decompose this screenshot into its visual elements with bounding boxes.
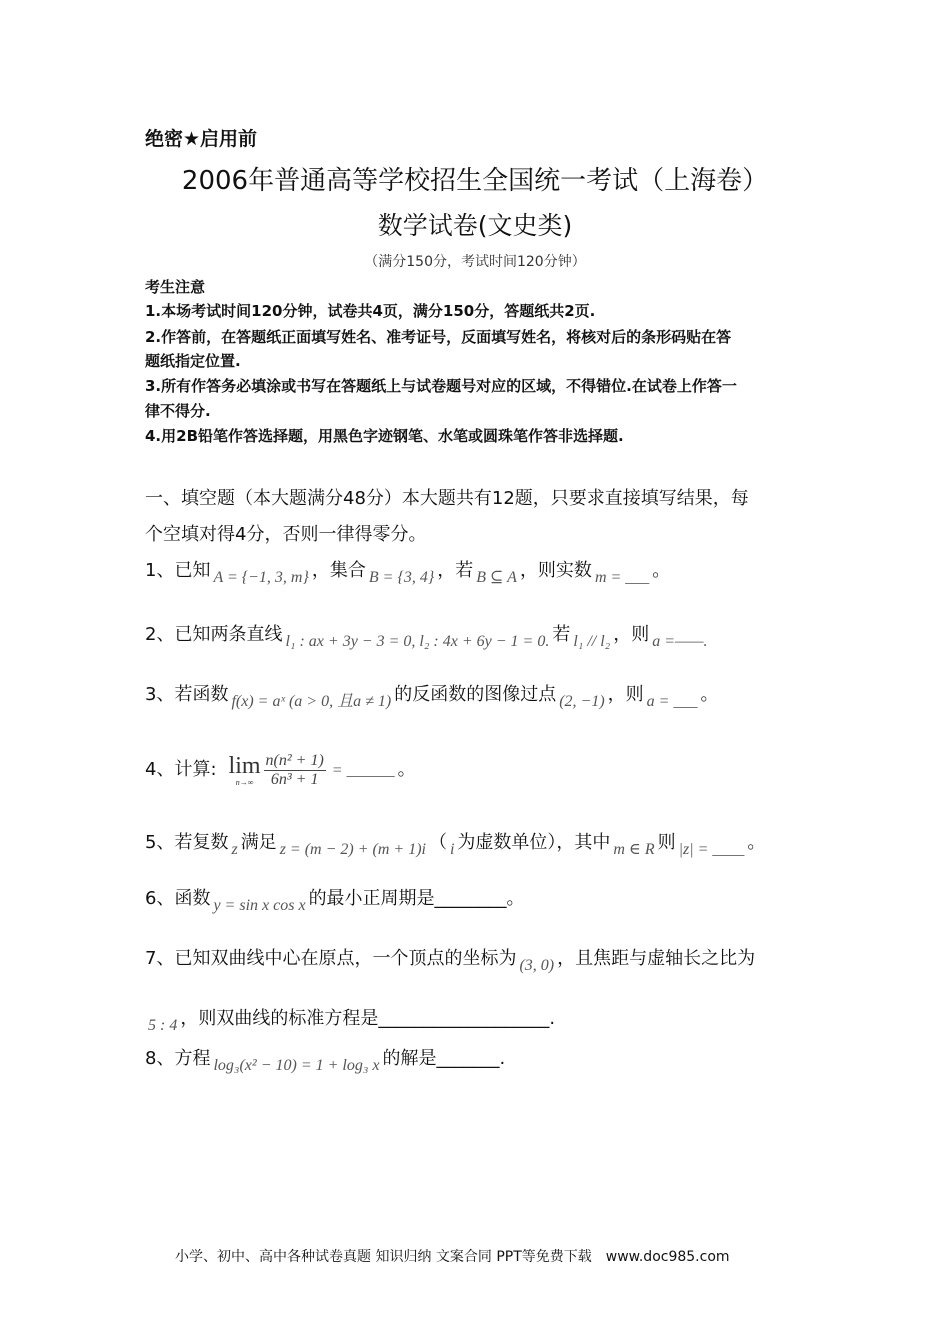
section-intro-line2: 个空填对得4分，否则一律得零分。: [145, 524, 427, 545]
notice-item: 1.本场考试时间120分钟，试卷共4页，满分150分，答题纸共2页.: [145, 302, 596, 320]
math-expression: B = {3, 4}: [368, 569, 435, 586]
math-expression: z = (m − 2) + (m + 1)i: [279, 841, 426, 858]
question-line: [145, 1044, 506, 1074]
math-expression: l₁ // l₂: [573, 633, 611, 650]
notice-item: 律不得分.: [145, 402, 211, 420]
question-text: 4、计算:: [145, 759, 217, 780]
math-expression: B ⊆ A: [476, 569, 517, 586]
math-expression: y = sin x cos x: [213, 897, 306, 914]
question-line: [145, 1004, 556, 1034]
question-text: ，则双曲线的标准方程是___________________.: [180, 1008, 556, 1029]
question-text: 2、已知两条直线: [145, 624, 283, 645]
question-text: 1、已知: [145, 560, 211, 581]
question-text: 7、已知双曲线中心在原点，一个顶点的坐标为: [145, 948, 517, 969]
numerator: n(n² + 1): [265, 752, 324, 769]
question-text: 。: [700, 684, 719, 705]
question-text: ，则: [613, 624, 650, 645]
question-text: 6、函数: [145, 888, 211, 909]
denominator: 6n³ + 1: [270, 771, 319, 788]
question-text: 为虚数单位），其中: [457, 832, 611, 853]
exam-subtitle: 数学试卷(文史类): [377, 211, 573, 240]
question-text: 则: [657, 832, 676, 853]
math-expression: a =——.: [652, 633, 708, 650]
math-expression: i: [449, 841, 455, 858]
question-text: 的最小正周期是________。: [308, 888, 525, 909]
math-expression: a = ___: [646, 693, 698, 710]
math-expression: m = ___: [594, 569, 650, 586]
math-expression: A = {−1, 3, m}: [213, 569, 309, 586]
notice-item: 4.用2B铅笔作答选择题，用黑色字迹钢笔、水笔或圆珠笔作答非选择题.: [145, 427, 624, 445]
question-text: ，则实数: [519, 560, 592, 581]
question-text: 。: [652, 560, 671, 581]
question-text: 满足: [240, 832, 277, 853]
math-expression: (3, 0): [519, 957, 555, 974]
notice-item: 2.作答前，在答题纸正面填写姓名、准考证号，反面填写姓名，将核对后的条形码贴在答: [145, 328, 732, 346]
question-text: 5、若复数: [145, 832, 229, 853]
exam-duration-note: （满分150分，考试时间120分钟）: [364, 254, 586, 270]
question-line: [145, 620, 710, 650]
math-expression: log₃(x² − 10) = 1 + log₃ x: [213, 1057, 380, 1074]
notice-item: 题纸指定位置.: [145, 352, 241, 370]
question-line: [145, 944, 756, 974]
question-line: [145, 556, 671, 586]
math-expression: 5 : 4: [148, 1017, 178, 1034]
question-line: [145, 884, 525, 914]
question-text: 的解是_______.: [382, 1048, 506, 1069]
lim-subscript: n→∞: [235, 778, 254, 787]
limit-operator: [229, 754, 261, 787]
math-expression: z: [231, 841, 238, 858]
math-expression: |z| = ____: [678, 841, 745, 858]
math-expression: l₁ : ax + 3y − 3 = 0, l₂ : 4x + 6y − 1 = 0.: [285, 633, 550, 650]
question-line: [145, 680, 719, 710]
question-text: 3、若函数: [145, 684, 229, 705]
fraction: [264, 752, 326, 789]
question-text: 的反函数的图像过点: [394, 684, 557, 705]
lim-word: lim: [228, 753, 261, 779]
question-text: 。: [747, 832, 766, 853]
question-line: [145, 828, 766, 858]
exam-title: 2006年普通高等学校招生全国统一考试（上海卷）: [181, 166, 769, 196]
footer-text: 小学、初中、高中各种试卷真题 知识归纳 文案合同 PPT等免费下载 www.doc985.com: [175, 1249, 730, 1265]
question-text: 。: [397, 759, 416, 780]
answer-blank: = ______: [331, 762, 395, 779]
notice-heading: 考生注意: [145, 278, 206, 296]
section-intro-line1: 一、填空题（本大题满分48分）本大题共有12题，只要求直接填写结果，每: [145, 488, 749, 509]
question-text: ，且焦距与虚轴长之比为: [557, 948, 756, 969]
confidential-label: 绝密★启用前: [145, 128, 258, 150]
question-text: ，若: [437, 560, 474, 581]
math-expression: (2, −1): [559, 693, 605, 710]
question-text: ，则: [607, 684, 644, 705]
math-expression: f(x) = aˣ (a > 0, 且a ≠ 1): [231, 693, 392, 710]
question-line: [145, 752, 416, 789]
question-text: 8、方程: [145, 1048, 211, 1069]
question-text: 若: [552, 624, 571, 645]
question-text: ，集合: [311, 560, 366, 581]
notice-item: 3.所有作答务必填涂或书写在答题纸上与试卷题号对应的区域，不得错位.在试卷上作答一: [145, 377, 737, 395]
math-expression: m ∈ R: [613, 841, 655, 858]
question-text: （: [428, 832, 447, 853]
